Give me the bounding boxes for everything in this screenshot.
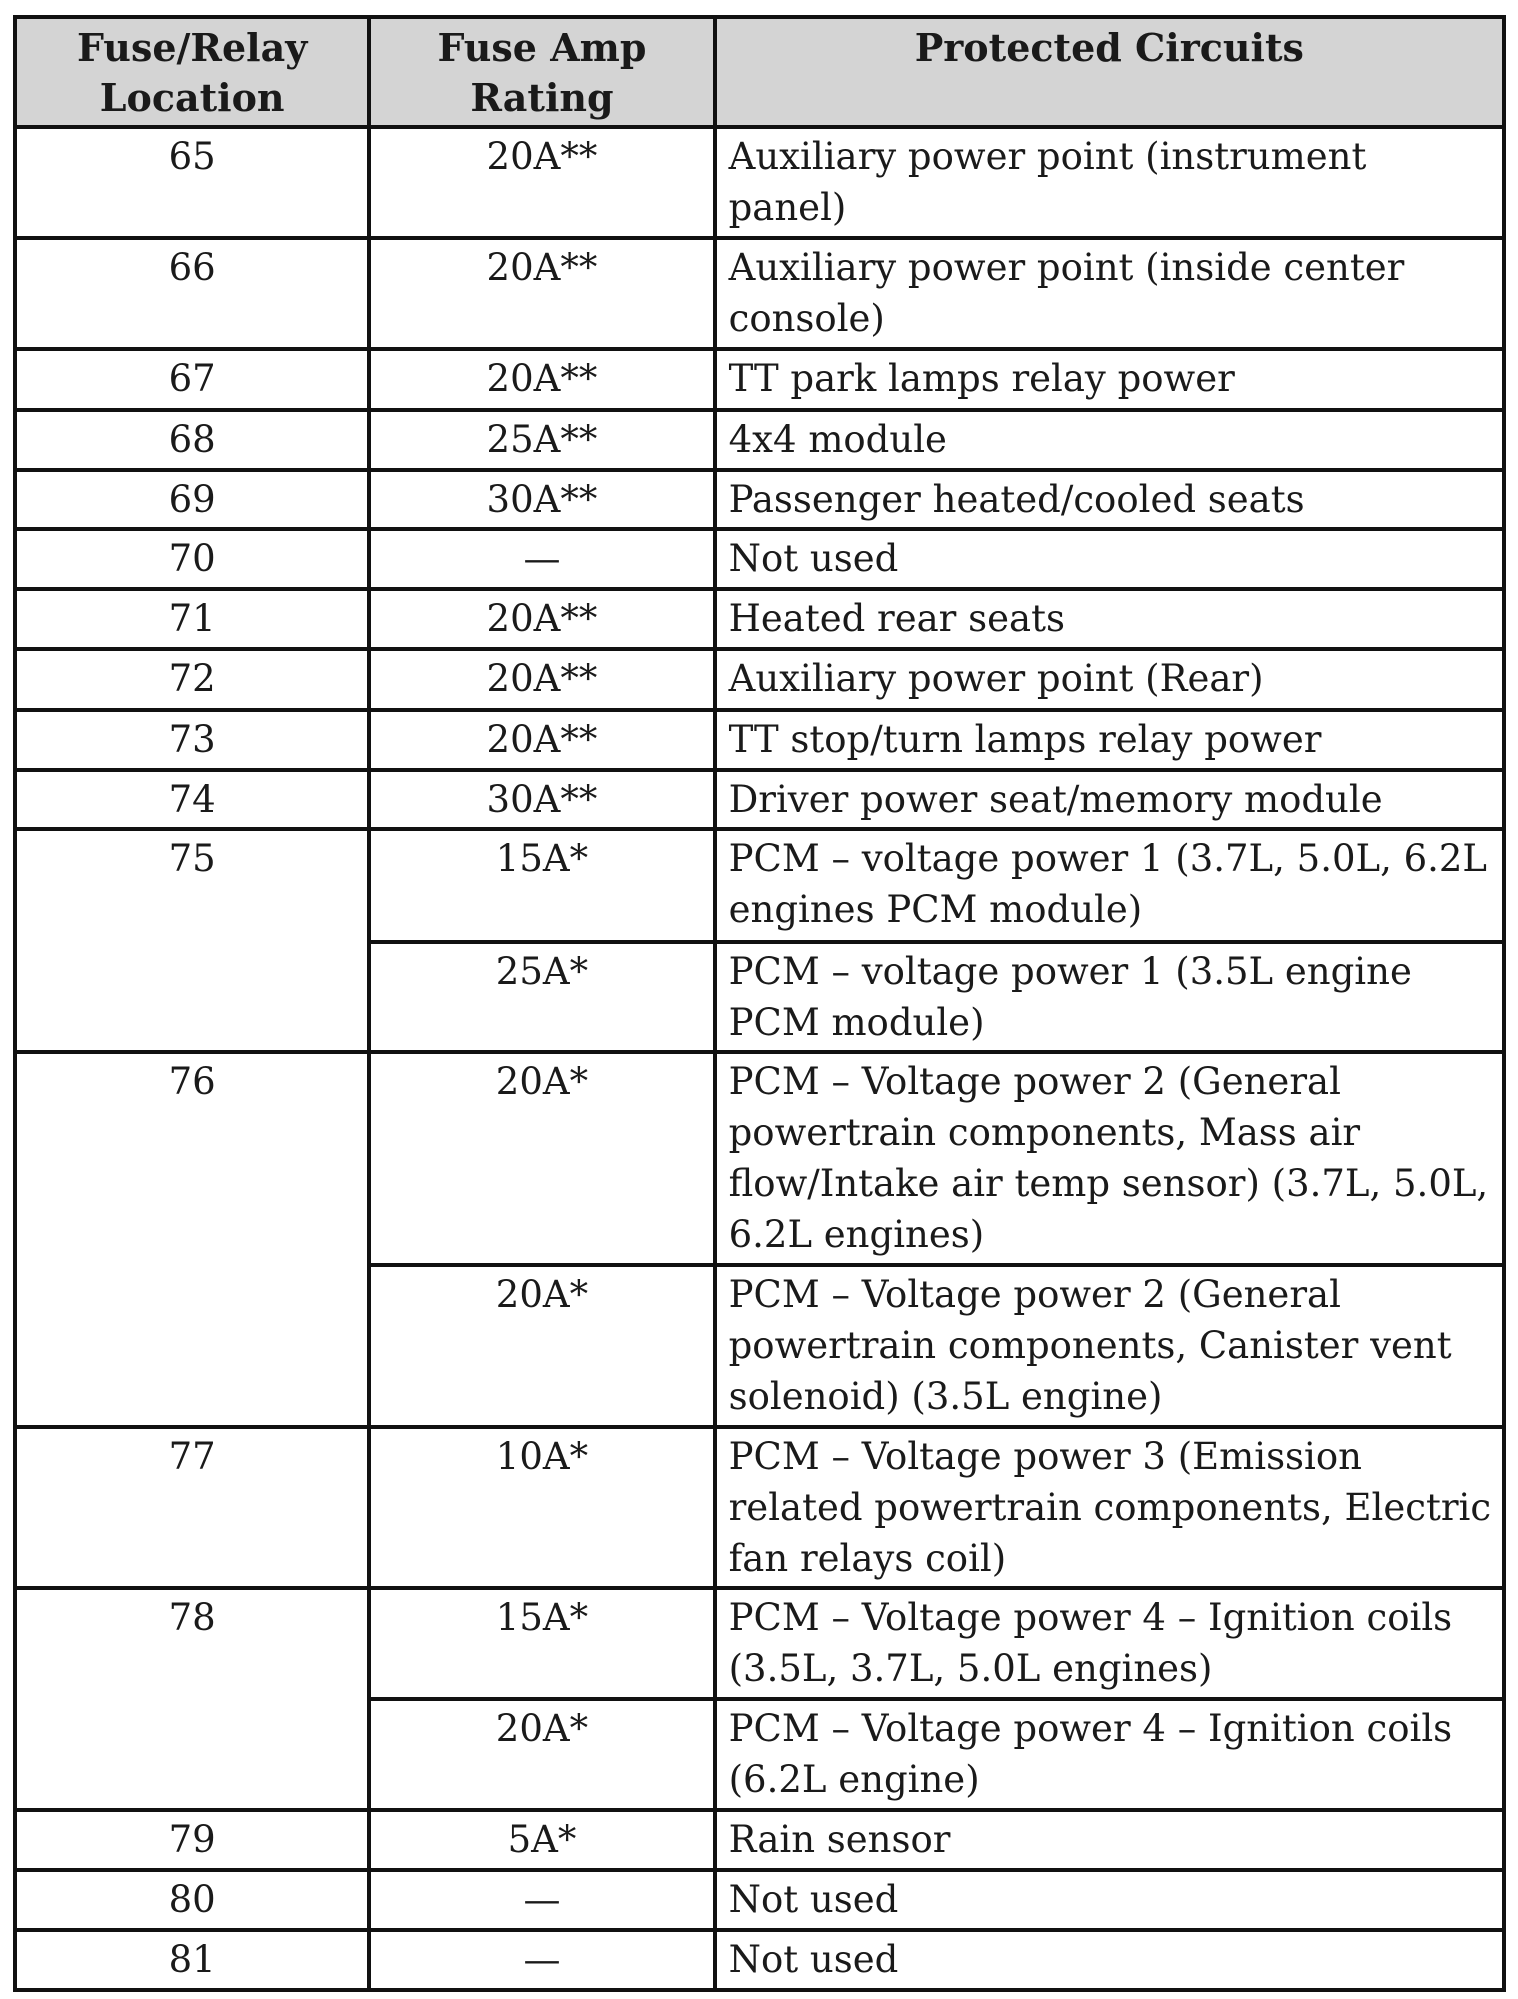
fuse-location: 68: [15, 410, 369, 470]
fuse-location: 77: [15, 1427, 369, 1588]
protected-circuit: PCM – Voltage power 3 (Emission related powertrain components, Electric fan relays coil): [715, 1427, 1504, 1588]
fuse-location: 72: [15, 649, 369, 710]
fuse-rating: 20A*: [369, 1265, 714, 1427]
protected-circuit: Not used: [715, 1930, 1504, 1990]
header-location: Fuse/Relay Location: [15, 17, 369, 127]
fuse-rating: 25A*: [369, 942, 714, 1052]
fuse-location: 79: [15, 1810, 369, 1870]
table-row: [15, 1810, 1504, 1870]
fuse-rating: 20A*: [369, 1052, 714, 1265]
protected-circuit: Rain sensor: [715, 1810, 1504, 1870]
table-row: [15, 829, 1504, 942]
protected-circuit: Not used: [715, 529, 1504, 589]
table-row: [15, 649, 1504, 710]
header-rating: Fuse Amp Rating: [369, 17, 714, 127]
protected-circuit: PCM – voltage power 1 (3.7L, 5.0L, 6.2L engines PCM module): [715, 829, 1504, 942]
fuse-rating: 20A**: [369, 127, 714, 238]
protected-circuit: Passenger heated/cooled seats: [715, 470, 1504, 529]
fuse-rating: 30A**: [369, 470, 714, 529]
table-row: [15, 1588, 1504, 1699]
fuse-location: 70: [15, 529, 369, 589]
protected-circuit: Heated rear seats: [715, 589, 1504, 649]
fuse-rating: 20A**: [369, 349, 714, 410]
protected-circuit: PCM – Voltage power 2 (General powertrain components, Mass air flow/Intake air temp sensor) (3.7L, 5.0L, 6.2L engines): [715, 1052, 1504, 1265]
fuse-location: 81: [15, 1930, 369, 1990]
fuse-rating: 5A*: [369, 1810, 714, 1870]
protected-circuit: Driver power seat/memory module: [715, 770, 1504, 829]
table-row: [15, 470, 1504, 529]
fuse-rating: 15A*: [369, 829, 714, 942]
table-row: [15, 710, 1504, 770]
fuse-table: [13, 15, 1506, 1992]
protected-circuit: 4x4 module: [715, 410, 1504, 470]
fuse-rating: 20A**: [369, 238, 714, 349]
fuse-location: 67: [15, 349, 369, 410]
protected-circuit: PCM – Voltage power 4 – Ignition coils (6.2L engine): [715, 1699, 1504, 1810]
fuse-location: 66: [15, 238, 369, 349]
protected-circuit: Auxiliary power point (Rear): [715, 649, 1504, 710]
fuse-location: 76: [15, 1052, 369, 1427]
protected-circuit: Auxiliary power point (instrument panel): [715, 127, 1504, 238]
fuse-location: 71: [15, 589, 369, 649]
protected-circuit: TT park lamps relay power: [715, 349, 1504, 410]
table-row: [15, 127, 1504, 238]
table-row: [15, 1427, 1504, 1588]
protected-circuit: Not used: [715, 1870, 1504, 1930]
fuse-rating: 10A*: [369, 1427, 714, 1588]
fuse-rating: 25A**: [369, 410, 714, 470]
table-row: [15, 589, 1504, 649]
protected-circuit: PCM – voltage power 1 (3.5L engine PCM module): [715, 942, 1504, 1052]
table-row: [15, 529, 1504, 589]
fuse-rating: 20A**: [369, 589, 714, 649]
fuse-location: 78: [15, 1588, 369, 1810]
fuse-location: 73: [15, 710, 369, 770]
fuse-location: 65: [15, 127, 369, 238]
protected-circuit: TT stop/turn lamps relay power: [715, 710, 1504, 770]
protected-circuit: PCM – Voltage power 2 (General powertrain components, Canister vent solenoid) (3.5L engine): [715, 1265, 1504, 1427]
fuse-rating: —: [369, 529, 714, 589]
fuse-location: 80: [15, 1870, 369, 1930]
table-row: [15, 349, 1504, 410]
fuse-rating: 30A**: [369, 770, 714, 829]
header-row: [15, 17, 1504, 127]
header-circuits: Protected Circuits: [715, 17, 1504, 127]
fuse-table-body: [15, 127, 1504, 1990]
protected-circuit: PCM – Voltage power 4 – Ignition coils (3.5L, 3.7L, 5.0L engines): [715, 1588, 1504, 1699]
fuse-location: 75: [15, 829, 369, 1052]
table-row: [15, 1870, 1504, 1930]
protected-circuit: Auxiliary power point (inside center console): [715, 238, 1504, 349]
table-row: [15, 1052, 1504, 1265]
table-row: [15, 238, 1504, 349]
fuse-location: 74: [15, 770, 369, 829]
fuse-rating: 20A**: [369, 710, 714, 770]
fuse-rating: —: [369, 1930, 714, 1990]
fuse-location: 69: [15, 470, 369, 529]
fuse-rating: 20A*: [369, 1699, 714, 1810]
fuse-rating: 15A*: [369, 1588, 714, 1699]
table-row: [15, 1930, 1504, 1990]
table-row: [15, 410, 1504, 470]
table-row: [15, 770, 1504, 829]
fuse-rating: 20A**: [369, 649, 714, 710]
fuse-rating: —: [369, 1870, 714, 1930]
